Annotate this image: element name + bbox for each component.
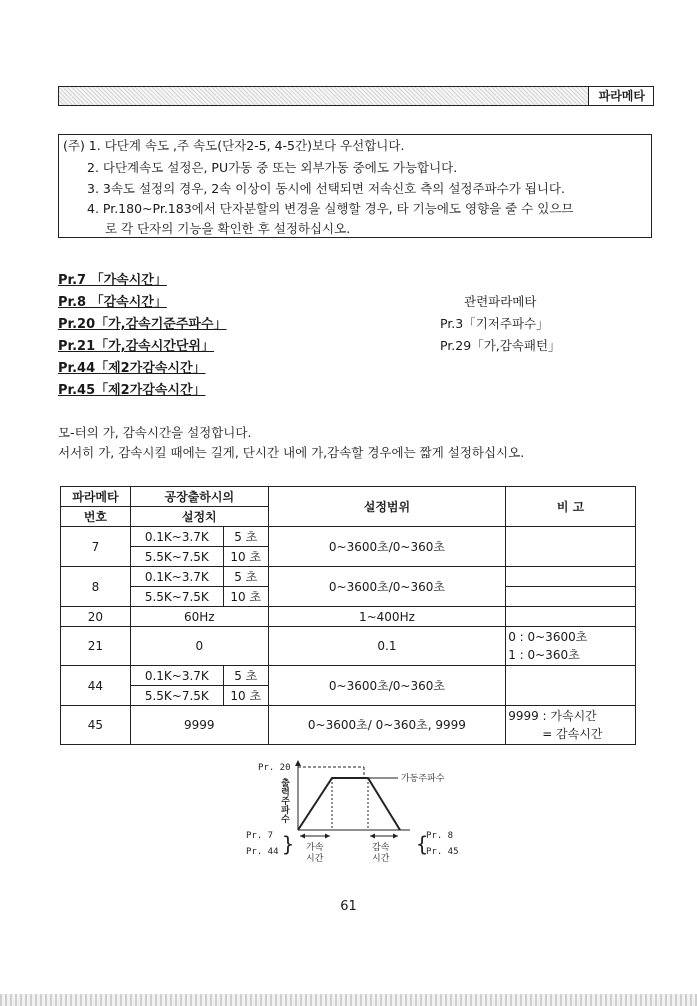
cell-no: 44: [61, 666, 131, 706]
scan-edge: [0, 994, 697, 1006]
cell-value: 0: [130, 627, 268, 666]
description-line-2: 서서히 가, 감속시킬 때에는 길게, 단시간 내에 가,감속할 경우에는 짧게 설정하십시오.: [58, 445, 525, 460]
y-axis-arrow: [295, 760, 301, 766]
cell-time: 10 초: [223, 686, 268, 706]
description-line-1: 모-터의 가, 감속시간을 설정합니다.: [58, 425, 252, 440]
description: [58, 423, 524, 463]
header-param-no-2: 번호: [61, 507, 131, 527]
table-row: [61, 706, 636, 745]
note-4-continued: 로 각 단자의 기능을 확인한 후 설정하십시오.: [105, 221, 351, 236]
note-1: (주) 1. 다단계 속도 ,주 속도(단자2-5, 4-5간)보다 우선합니다.: [63, 138, 405, 153]
header-band: [58, 86, 654, 106]
cell-remark: [506, 706, 636, 745]
table-row: [61, 627, 636, 666]
accel-decel-diagram: [240, 758, 470, 870]
pr45-label: Pr. 45: [426, 847, 459, 857]
cell-no: 45: [61, 706, 131, 745]
cell-capacity: 5.5K~7.5K: [130, 686, 223, 706]
param-pr8: Pr.8 「감속시간」: [58, 295, 167, 310]
accel-time-label-2: 시간: [306, 854, 324, 864]
header-remark: 비 고: [506, 487, 636, 527]
related-item-pr29: Pr.29「가,감속패턴」: [440, 338, 561, 353]
cell-range: 0~3600초/0~360초: [268, 666, 506, 706]
brace-left-icon: }: [282, 832, 295, 856]
cell-remark: [506, 567, 636, 587]
cell-time: 5 초: [223, 666, 268, 686]
cell-range: 1~400Hz: [268, 607, 506, 627]
brace-right-icon: {: [416, 832, 429, 856]
cell-range: 0~3600초/0~360초: [268, 527, 506, 567]
related-parameters: [440, 291, 561, 357]
cell-range: 0.1: [268, 627, 506, 666]
cell-value: 9999: [130, 706, 268, 745]
cell-remark: [506, 666, 636, 706]
cell-remark: [506, 527, 636, 567]
cell-range: 0~3600초/0~360초: [268, 567, 506, 607]
cell-no: 7: [61, 527, 131, 567]
related-item-pr3: Pr.3「기저주파수」: [440, 316, 549, 331]
remark-line-1: 0 : 0~3600초: [508, 630, 588, 644]
cell-no: 20: [61, 607, 131, 627]
param-pr7: Pr.7 「가속시간」: [58, 273, 167, 288]
accel-arrow-right: [325, 834, 330, 839]
remark-line-1: 9999 : 가속시간: [508, 709, 597, 723]
cell-time: 10 초: [223, 587, 268, 607]
cell-capacity: 0.1K~3.7K: [130, 567, 223, 587]
note-4: 4. Pr.180~Pr.183에서 단자분할의 변경을 실행할 경우, 타 기능에도 영향을 줄 수 있으므: [87, 201, 574, 216]
related-title: 관련파라메타: [464, 294, 537, 309]
pr7-label: Pr. 7: [246, 831, 274, 841]
accel-time-label-1: 가속: [306, 843, 324, 853]
param-pr20: Pr.20「가,감속기준주파수」: [58, 317, 227, 332]
section-label: 파라메타: [588, 87, 653, 105]
decel-arrow-right: [393, 834, 398, 839]
cell-no: 8: [61, 567, 131, 607]
parameter-list: [58, 270, 227, 402]
pr8-label: Pr. 8: [426, 831, 454, 841]
pr44-label: Pr. 44: [246, 847, 279, 857]
note-2: 2. 다단계속도 설정은, PU가동 중 또는 외부가동 중에도 가능합니다.: [87, 160, 458, 175]
frequency-curve: [298, 778, 400, 830]
decel-time-label-1: 감속: [372, 843, 390, 853]
notes-box: [58, 134, 652, 238]
remark-line-2: = 감속시간: [542, 727, 603, 741]
run-freq-label: 가동주파수: [401, 774, 445, 784]
cell-capacity: 5.5K~7.5K: [130, 547, 223, 567]
header-factory-2: 설정치: [130, 507, 268, 527]
cell-value: 60Hz: [130, 607, 268, 627]
cell-time: 5 초: [223, 527, 268, 547]
decel-time-label-2: 시간: [372, 854, 390, 864]
cell-capacity: 0.1K~3.7K: [130, 527, 223, 547]
cell-range: 0~3600초/ 0~360초, 9999: [268, 706, 506, 745]
table-row: [61, 666, 636, 686]
note-3: 3. 3속도 설정의 경우, 2속 이상이 동시에 선택되면 저속신호 측의 설정주파수가 됩니다.: [87, 181, 565, 196]
table-row: [61, 567, 636, 587]
page-number: 61: [340, 899, 357, 914]
param-pr21: Pr.21「가,감속시간단위」: [58, 339, 214, 354]
cell-time: 10 초: [223, 547, 268, 567]
remark-line-2: 1 : 0~360초: [508, 648, 580, 662]
header-param-no: 파라메타: [61, 487, 131, 507]
header-range: 설정범위: [268, 487, 506, 527]
settings-table: [60, 486, 636, 745]
cell-no: 21: [61, 627, 131, 666]
cell-time: 5 초: [223, 567, 268, 587]
output-frequency-label: 출력주파수: [279, 778, 289, 823]
cell-remark: [506, 607, 636, 627]
cell-remark: [506, 587, 636, 607]
decel-arrow-left: [370, 834, 375, 839]
table-row: [61, 527, 636, 547]
cell-remark: [506, 627, 636, 666]
header-factory: 공장출하시의: [130, 487, 268, 507]
cell-capacity: 5.5K~7.5K: [130, 587, 223, 607]
param-pr44: Pr.44「제2가감속시간」: [58, 361, 206, 376]
pr20-label: Pr. 20: [258, 763, 291, 773]
accel-arrow-left: [300, 834, 305, 839]
param-pr45: Pr.45「제2가감속시간」: [58, 383, 206, 398]
table-row: [61, 607, 636, 627]
cell-capacity: 0.1K~3.7K: [130, 666, 223, 686]
